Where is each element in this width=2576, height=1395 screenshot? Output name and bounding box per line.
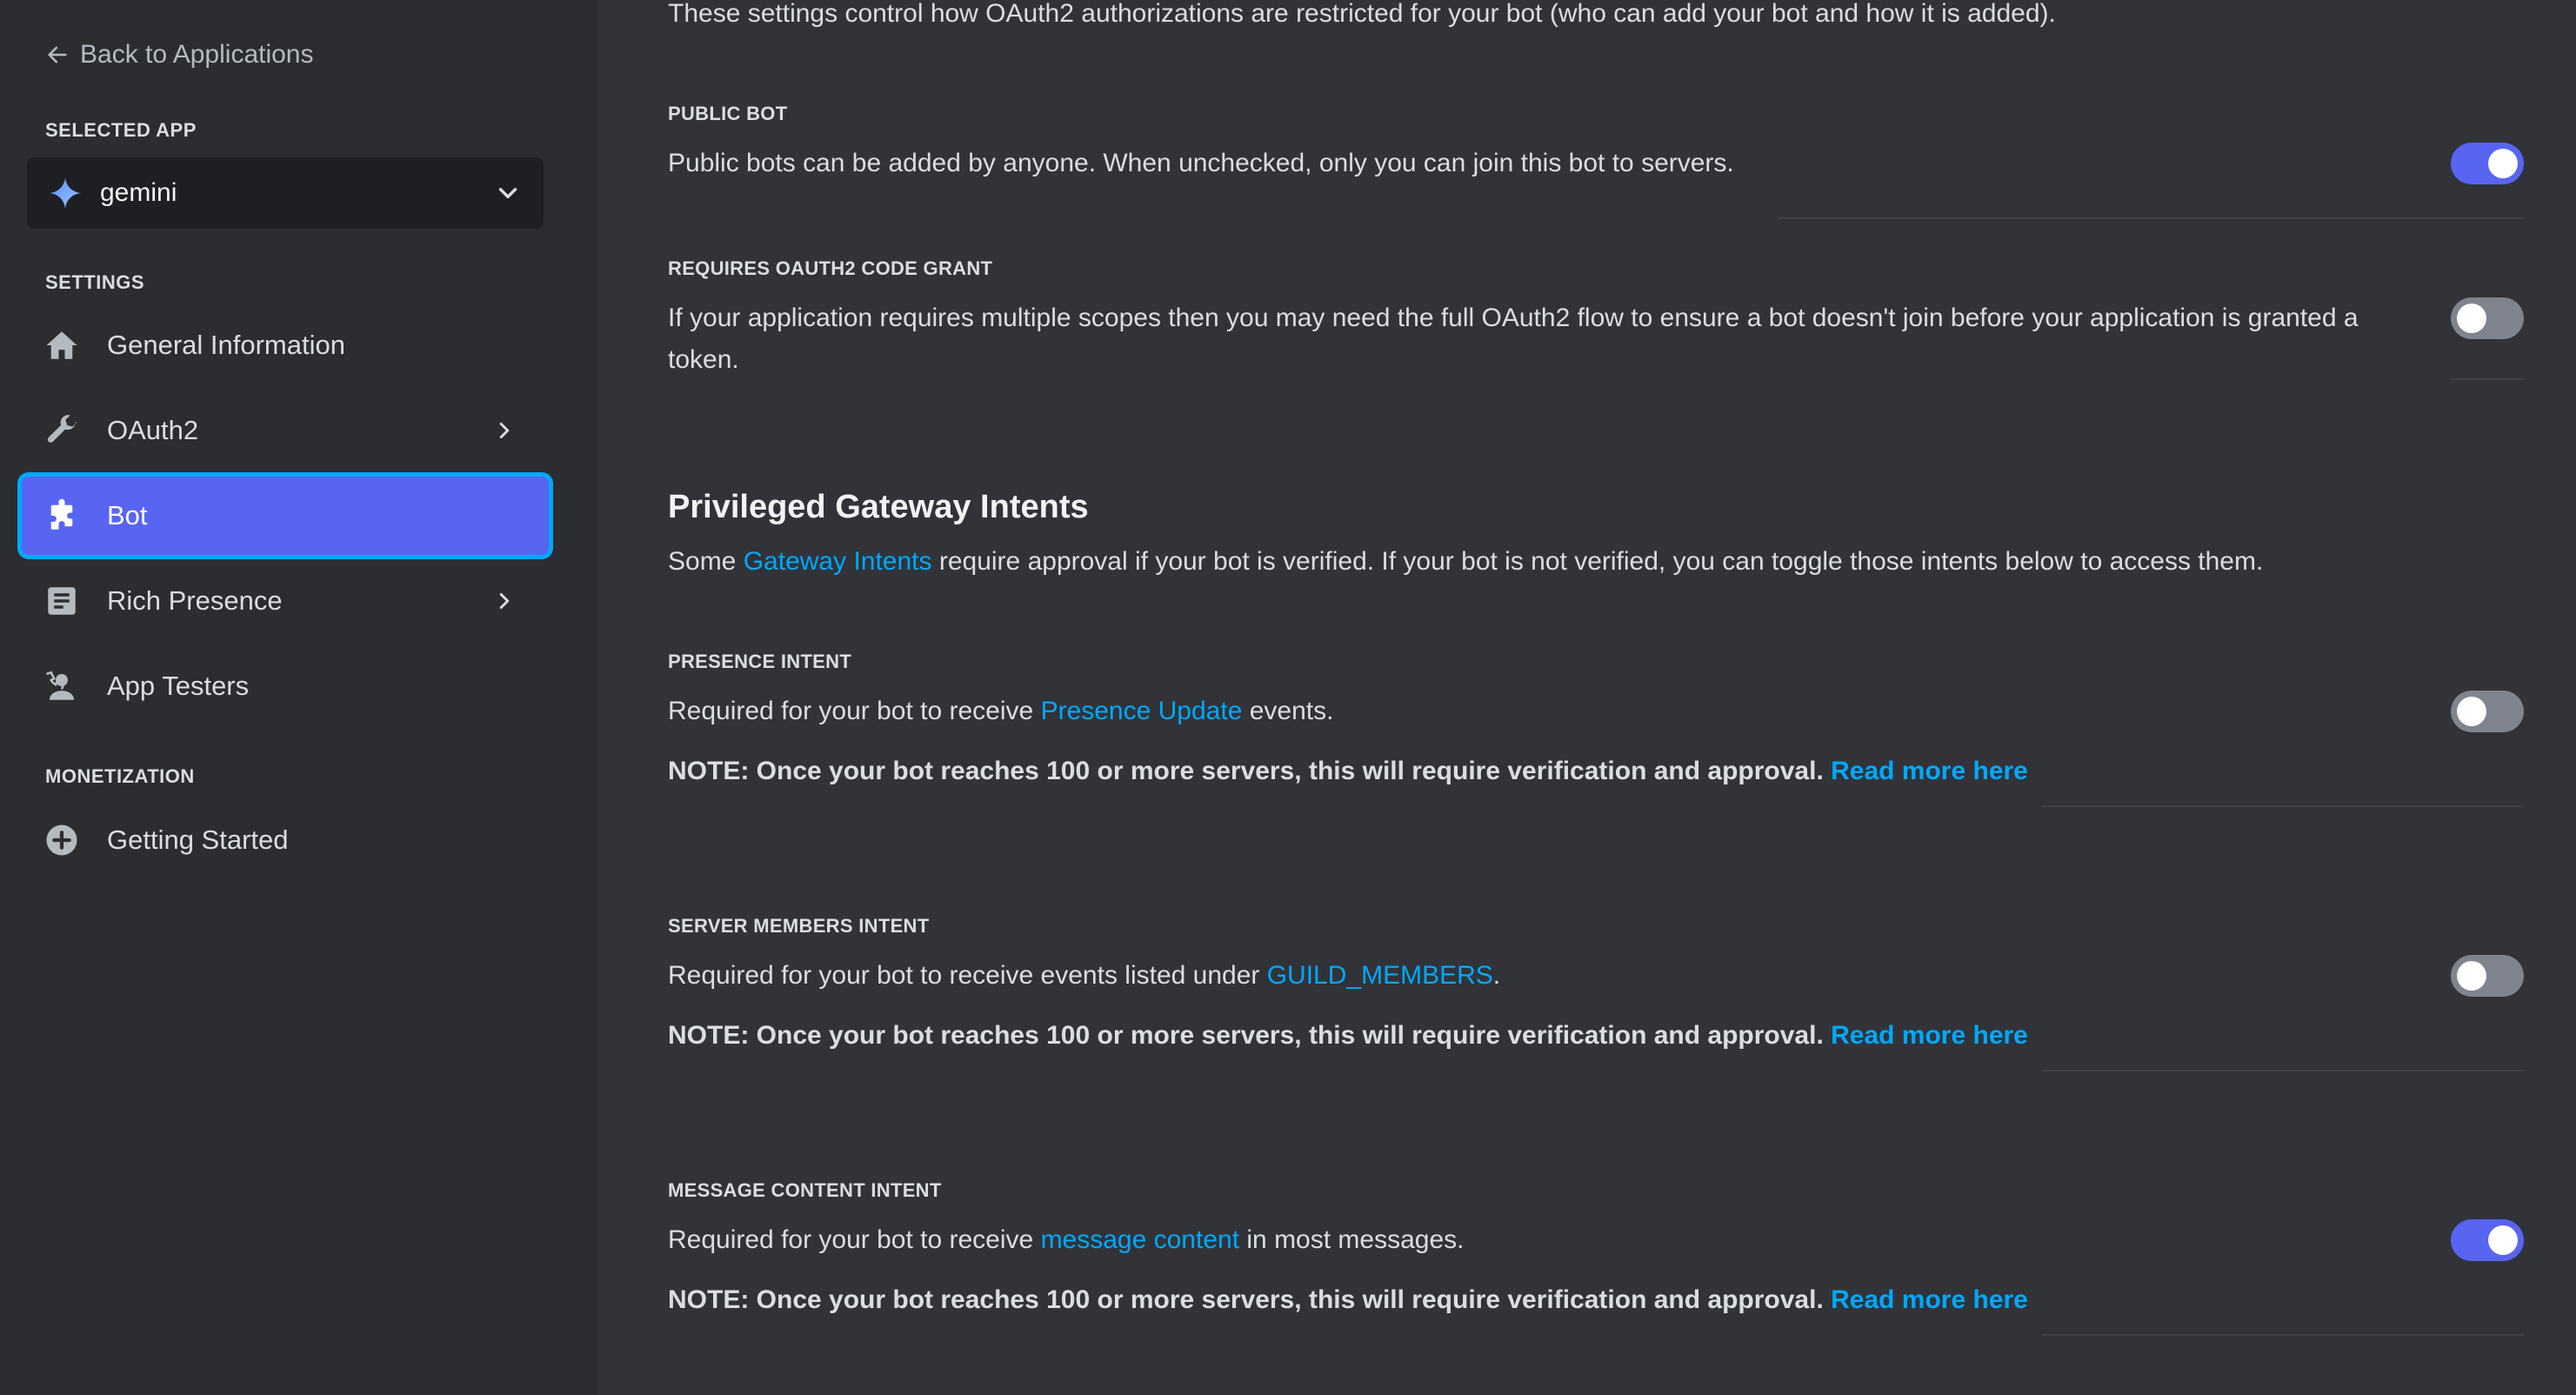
sidebar-item-label: Getting Started — [107, 824, 289, 855]
user-phone-icon — [43, 667, 81, 705]
note-text: NOTE: Once your bot reaches 100 or more servers, this will require verification and approval. — [668, 1285, 1832, 1314]
toggle-knob — [2457, 961, 2486, 991]
server-members-intent-note — [668, 1021, 2028, 1051]
sidebar-item-label: App Testers — [107, 671, 250, 701]
sidebar-item-getting-started[interactable] — [22, 801, 549, 879]
text-segment: Required for your bot to receive events listed under — [668, 961, 1267, 990]
public-bot-toggle[interactable] — [2451, 143, 2524, 184]
message-content-intent-toggle[interactable] — [2451, 1219, 2524, 1261]
code-grant-title: REQUIRES OAUTH2 CODE GRANT — [668, 257, 993, 279]
presence-intent-note — [668, 757, 2028, 786]
toggle-knob — [2457, 697, 2486, 726]
sidebar-item-oauth2[interactable] — [22, 391, 549, 470]
public-bot-description: Public bots can be added by anyone. When unchecked, only you can join this bot to servers. — [668, 149, 1734, 177]
sidebar-item-label: General Information — [107, 330, 345, 360]
code-grant-description-line2: token. — [668, 345, 739, 374]
monetization-label: MONETIZATION — [45, 765, 195, 787]
public-bot-title: PUBLIC BOT — [668, 103, 788, 124]
divider — [2451, 378, 2524, 380]
gemini-sparkle-icon — [48, 176, 83, 210]
toggle-knob — [2457, 304, 2486, 333]
chevron-right-icon — [491, 417, 517, 444]
back-to-applications-link[interactable] — [45, 40, 314, 70]
text-segment: Required for your bot to receive — [668, 697, 1041, 725]
sidebar-item-bot[interactable] — [22, 477, 549, 555]
text-segment: require approval if your bot is verified. If your bot is not verified, you can toggle those intents below to access them. — [931, 547, 2264, 576]
presence-update-link[interactable]: Presence Update — [1040, 697, 1243, 725]
selected-app-label: SELECTED APP — [45, 119, 197, 141]
message-content-intent-note — [668, 1285, 2028, 1315]
sidebar-item-app-testers[interactable] — [22, 647, 549, 725]
read-more-link[interactable]: Read more here — [1831, 1285, 2028, 1314]
chevron-down-icon — [493, 178, 523, 208]
text-segment: . — [1492, 961, 1501, 990]
privileged-intents-description — [668, 541, 2263, 583]
text-segment: events. — [1242, 697, 1334, 725]
chevron-right-icon — [491, 588, 517, 614]
authorization-intro-text: These settings control how OAuth2 authorizations are restricted for your bot (who can add your bot and how it is added). — [668, 0, 2056, 28]
sidebar-item-label: Rich Presence — [107, 585, 283, 616]
presence-intent-toggle[interactable] — [2451, 691, 2524, 732]
sidebar-item-rich-presence[interactable] — [22, 562, 549, 640]
note-text: NOTE: Once your bot reaches 100 or more servers, this will require verification and approval. — [668, 757, 1832, 785]
sidebar-item-label: Bot — [107, 500, 148, 531]
presence-intent-description — [668, 691, 1333, 732]
sidebar — [0, 0, 597, 1395]
home-icon — [43, 326, 81, 364]
privileged-intents-heading: Privileged Gateway Intents — [668, 489, 1089, 525]
back-label: Back to Applications — [80, 40, 314, 69]
divider — [1778, 217, 2524, 219]
read-more-link[interactable]: Read more here — [1831, 757, 2028, 785]
guild-members-link[interactable]: GUILD_MEMBERS — [1266, 961, 1493, 990]
document-icon — [43, 582, 81, 620]
divider — [2042, 1070, 2524, 1071]
arrow-left-icon — [45, 43, 70, 67]
app-selector-dropdown[interactable] — [27, 157, 544, 229]
server-members-intent-toggle[interactable] — [2451, 955, 2524, 997]
divider — [2042, 1334, 2524, 1336]
message-content-link[interactable]: message content — [1040, 1225, 1240, 1254]
code-grant-description-line1: If your application requires multiple scopes then you may need the full OAuth2 flow to ensure a bot doesn't join before your application is granted a — [668, 304, 2359, 332]
sidebar-item-label: OAuth2 — [107, 415, 199, 445]
text-segment: Required for your bot to receive — [668, 1225, 1041, 1254]
presence-intent-title: PRESENCE INTENT — [668, 651, 852, 672]
server-members-intent-title: SERVER MEMBERS INTENT — [668, 915, 930, 937]
toggle-knob — [2488, 1225, 2518, 1255]
message-content-intent-title: MESSAGE CONTENT INTENT — [668, 1179, 942, 1201]
divider — [2042, 805, 2524, 807]
note-text: NOTE: Once your bot reaches 100 or more servers, this will require verification and approval. — [668, 1021, 1832, 1050]
read-more-link[interactable]: Read more here — [1831, 1021, 2028, 1050]
settings-label: SETTINGS — [45, 271, 145, 293]
text-segment: in most messages. — [1239, 1225, 1465, 1254]
selected-app-name: gemini — [100, 178, 177, 207]
server-members-intent-description — [668, 955, 1500, 997]
message-content-intent-description — [668, 1219, 1464, 1261]
toggle-knob — [2488, 149, 2518, 178]
plus-circle-icon — [43, 821, 81, 859]
sidebar-item-general-information[interactable] — [22, 306, 549, 384]
text-segment: Some — [668, 547, 744, 576]
code-grant-toggle[interactable] — [2451, 297, 2524, 339]
wrench-icon — [43, 411, 81, 450]
puzzle-icon — [43, 497, 81, 535]
gateway-intents-link[interactable]: Gateway Intents — [743, 547, 932, 576]
